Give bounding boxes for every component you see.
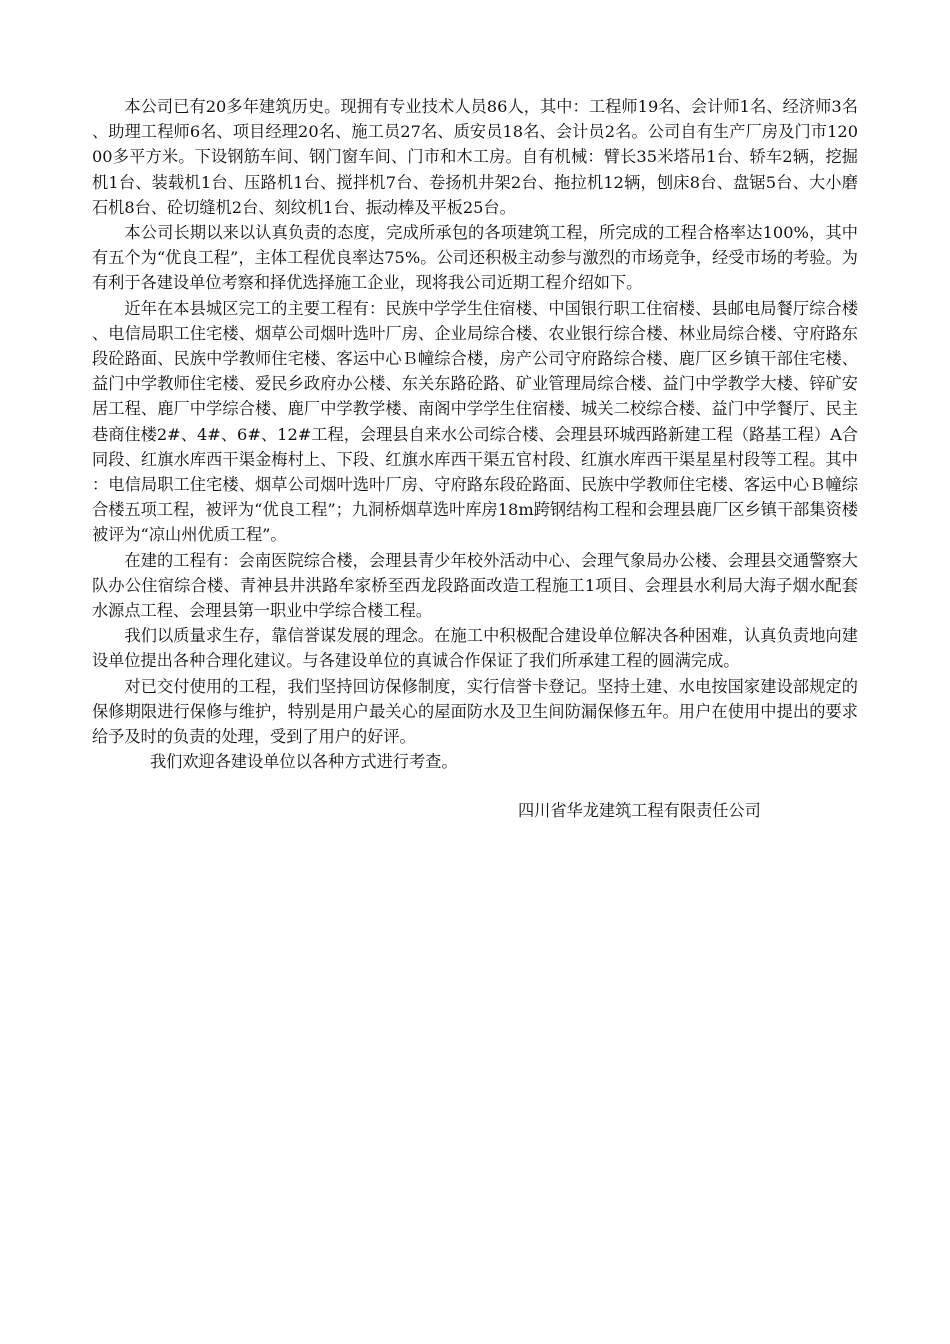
paragraph-quality-record: 本公司长期以来以认真负责的态度，完成所承包的各项建筑工程，所完成的工程合格率达100%，其中有五个为“优良工程”，主体工程优良率达75%。公司还积极主动参与激烈的市场竞争，经受市场的考验。为有利于各建设单位考察和择优选择施工企业，现将我公司近期工程介绍如下。 <box>92 223 858 293</box>
paragraph-completed-projects: 近年在本县城区完工的主要工程有：民族中学学生住宿楼、中国银行职工住宿楼、县邮电局餐厅综合楼、电信局职工住宅楼、烟草公司烟叶选叶厂房、企业局综合楼、农业银行综合楼、林业局综合楼、守府路东段砼路面、民族中学教师住宅楼、客运中心Ｂ幢综合楼，房产公司守府路综合楼、鹿厂区乡镇干部住宅楼、益门中学教师住宅楼、爱民乡政府办公楼、东关东路砼路、矿业管理局综合楼、益门中学教学大楼、锌矿安居工程、鹿厂中学综合楼、鹿厂中学教学楼、南阁中学学生住宿楼、城关二校综合楼、益门中学餐厅、民主巷商住楼2#、4#、6#、12#工程，会理县自来水公司综合楼、会理县环城西路新建工程（路基工程）A合同段、红旗水库西干渠金梅村上、下段、红旗水库西干渠五官村段、红旗水库西干渠星星村段等工程。其中：电信局职工住宅楼、烟草公司烟叶选叶厂房、守府路东段砼路面、民族中学教师住宅楼、客运中心Ｂ幢综合楼五项工程，被评为“优良工程”；九洞桥烟草选叶库房18m跨钢结构工程和会理县鹿厂区乡镇干部集资楼被评为“凉山州优质工程”。 <box>92 298 858 545</box>
paragraph-philosophy: 我们以质量求生存，靠信誉谋发展的理念。在施工中积极配合建设单位解决各种困难，认真负责地向建设单位提出各种合理化建议。与各建设单位的真诚合作保证了我们所承建工程的圆满完成。 <box>92 626 858 671</box>
paragraph-ongoing-projects: 在建的工程有：会南医院综合楼，会理县青少年校外活动中心、会理气象局办公楼、会理县交通警察大队办公住宿综合楼、青神县井洪路牟家桥至西龙段路面改造工程施工1项目、会理县水利局大海子烟水配套水源点工程、会理县第一职业中学综合楼工程。 <box>92 550 858 621</box>
paragraph-warranty: 对已交付使用的工程，我们坚持回访保修制度，实行信誉卡登记。坚持土建、水电按国家建设部规定的保修期限进行保修与维护，特别是用户最关心的屋面防水及卫生间防漏保修五年。用户在使用中提出的要求给予及时的负责的处理，受到了用户的好评。 <box>92 676 858 747</box>
closing-line: 我们欢迎各建设单位以各种方式进行考查。 <box>150 752 458 772</box>
paragraph-company-history: 本公司已有20多年建筑历史。现拥有专业技术人员86人，其中：工程师19名、会计师1名、经济师3名、助理工程师6名、项目经理20名、施工员27名、质安员18名、会计员2名。公司自有生产厂房及门市12000多平方米。下设钢筋车间、钢门窗车间、门市和木工房。自有机械：臂长35米塔吊1台、轿车2辆，挖掘机1台、装载机1台、压路机1台、搅拌机7台、卷扬机井架2台、拖拉机12辆，刨床8台、盘锯5台、大小磨石机8台、砼切缝机2台、刻纹机1台、振动棒及平板25台。 <box>92 97 858 217</box>
company-signature: 四川省华龙建筑工程有限责任公司 <box>518 801 761 821</box>
document-body <box>92 94 858 824</box>
